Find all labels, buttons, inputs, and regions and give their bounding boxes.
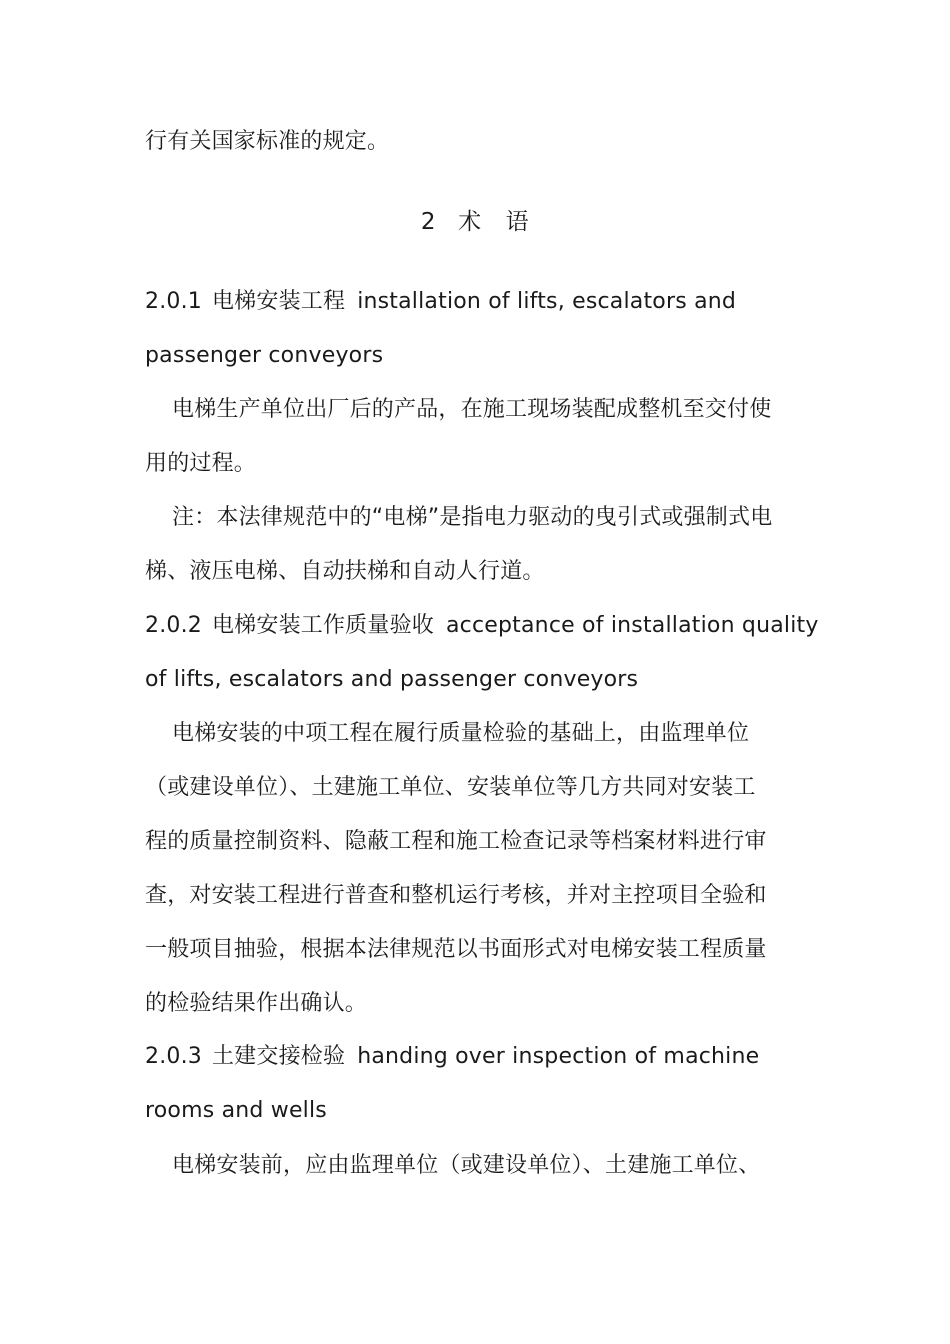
- term-chinese: 电梯安装工程: [211, 289, 346, 314]
- paragraph-line: 电梯安装的中项工程在履行质量检验的基础上，由监理单位: [172, 721, 750, 746]
- section-title-char: 语: [505, 209, 530, 235]
- note-line: 注：本法律规范中的“电梯”是指电力驱动的曳引式或强制式电: [172, 505, 773, 530]
- section-number: 2: [420, 209, 437, 235]
- term-english: installation of lifts, escalators and: [357, 289, 737, 314]
- section-heading: [0, 207, 950, 237]
- term-english: acceptance of installation quality: [446, 613, 819, 638]
- paragraph-line: 一般项目抽验，根据本法律规范以书面形式对电梯安装工程质量: [145, 937, 767, 962]
- term-heading-line: [145, 1042, 759, 1072]
- paragraph-line: 查，对安装工程进行普查和整机运行考核，并对主控项目全验和: [145, 883, 767, 908]
- term-number: 2.0.3: [145, 1044, 202, 1069]
- term-number: 2.0.2: [145, 613, 202, 638]
- paragraph-line: 的检验结果作出确认。: [145, 991, 368, 1016]
- term-heading-line: [145, 287, 736, 317]
- paragraph-line: 程的质量控制资料、隐蔽工程和施工检查记录等档案材料进行审: [145, 829, 767, 854]
- note-line: 梯、液压电梯、自动扶梯和自动人行道。: [145, 559, 545, 584]
- term-number: 2.0.1: [145, 289, 202, 314]
- term-chinese: 电梯安装工作质量验收: [211, 613, 434, 638]
- paragraph-line: 行有关国家标准的规定。: [145, 129, 390, 154]
- term-english-continued: of lifts, escalators and passenger conveyors: [145, 667, 639, 692]
- paragraph-line: 电梯生产单位出厂后的产品，在施工现场装配成整机至交付使: [172, 397, 772, 422]
- term-english: handing over inspection of machine: [357, 1044, 760, 1069]
- term-heading-line: [145, 611, 819, 641]
- term-chinese: 土建交接检验: [211, 1044, 346, 1069]
- term-english-continued: passenger conveyors: [145, 343, 384, 368]
- paragraph-line: 用的过程。: [145, 451, 257, 476]
- section-title-char: 术: [458, 209, 482, 235]
- paragraph-line: 电梯安装前，应由监理单位（或建设单位）、土建施工单位、: [172, 1153, 761, 1178]
- term-english-continued: rooms and wells: [145, 1098, 327, 1123]
- paragraph-line: （或建设单位）、土建施工单位、安装单位等几方共同对安装工: [145, 775, 756, 800]
